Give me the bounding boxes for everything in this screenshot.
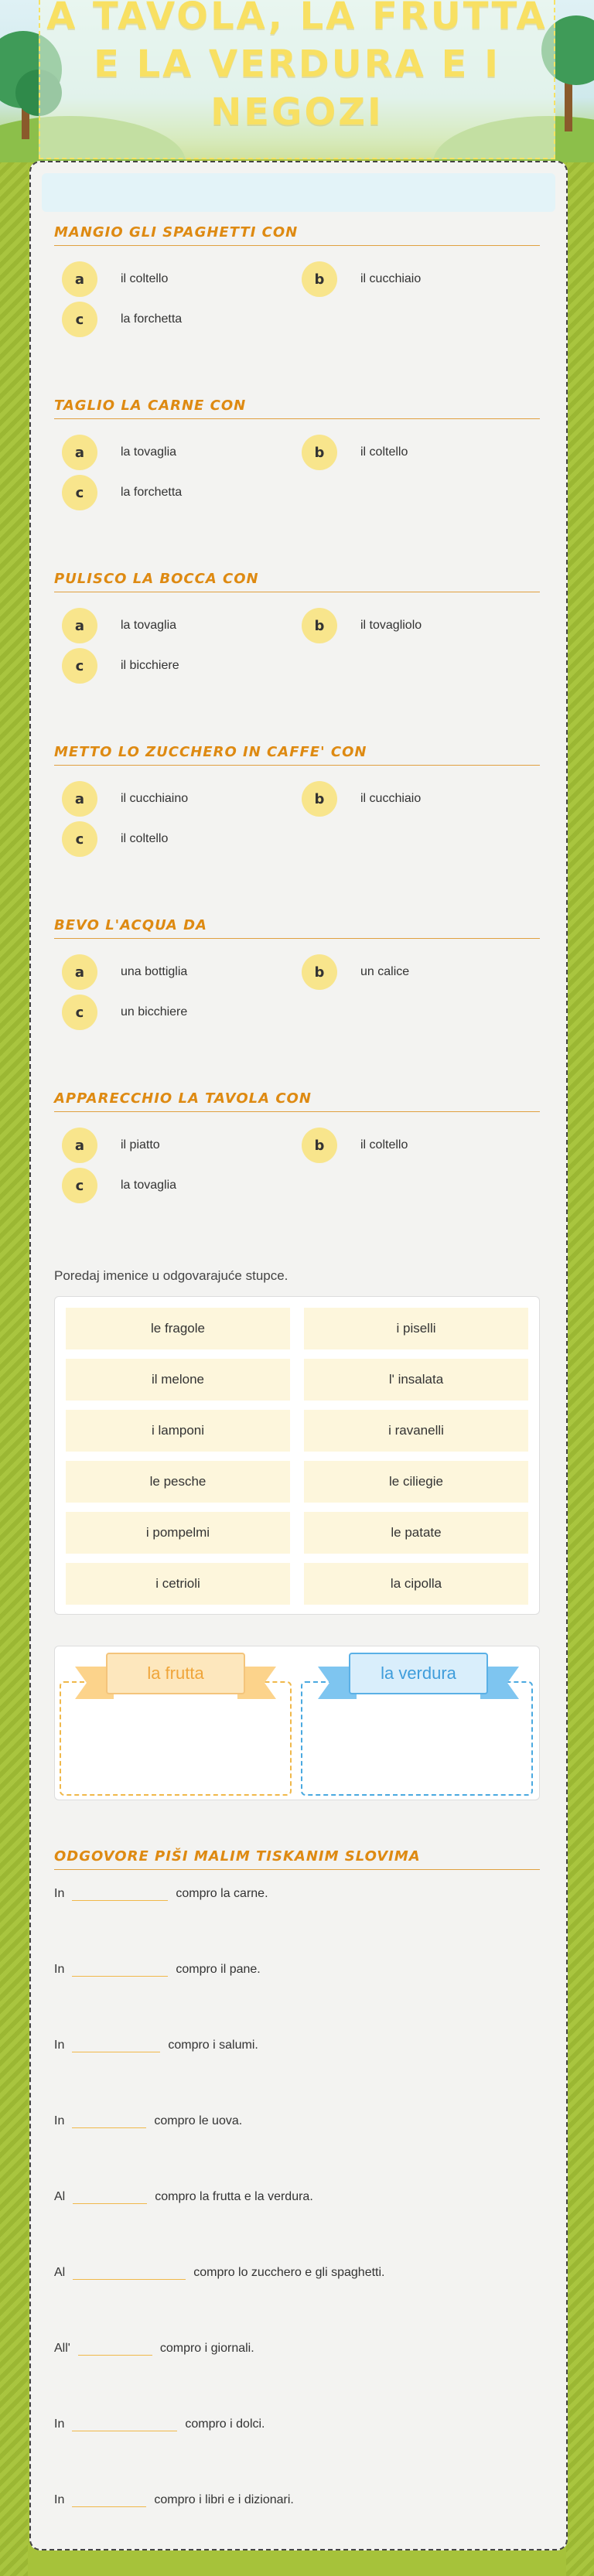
- fruit-label: la frutta: [106, 1653, 245, 1694]
- fill-prefix: In: [54, 1887, 65, 1900]
- option-text: una bottiglia: [121, 965, 188, 978]
- option-letter-badge: b: [302, 781, 337, 817]
- option-b[interactable]: [302, 435, 408, 470]
- option-letter-badge: c: [62, 302, 97, 337]
- fill-suffix: compro il pane.: [176, 1963, 261, 1976]
- option-text: il cucchiaio: [360, 792, 422, 805]
- sheet-top-band: [42, 173, 555, 212]
- option-c[interactable]: [62, 821, 168, 857]
- answer-blank[interactable]: [72, 2416, 177, 2431]
- option-b[interactable]: [302, 1128, 408, 1163]
- question-title: TAGLIO LA CARNE CON: [54, 397, 540, 419]
- option-letter-badge: a: [62, 261, 97, 297]
- option-c[interactable]: [62, 475, 182, 510]
- option-a[interactable]: [62, 781, 188, 817]
- option-text: la tovaglia: [121, 1179, 177, 1192]
- draggable-word[interactable]: i pompelmi: [66, 1512, 290, 1554]
- option-letter-badge: a: [62, 435, 97, 470]
- fill-prefix: In: [54, 1963, 65, 1976]
- option-letter-badge: b: [302, 608, 337, 643]
- option-text: il coltello: [360, 1138, 408, 1152]
- option-a[interactable]: [62, 1128, 160, 1163]
- fill-suffix: compro i salumi.: [168, 2039, 258, 2052]
- fill-prefix: In: [54, 2493, 65, 2506]
- option-text: un bicchiere: [121, 1005, 188, 1018]
- option-text: il bicchiere: [121, 659, 179, 672]
- fill-section: [54, 1848, 540, 1870]
- question-title: MANGIO GLI SPAGHETTI CON: [54, 224, 540, 246]
- option-text: il coltello: [121, 272, 169, 285]
- worksheet: [29, 161, 568, 2550]
- option-text: il tovagliolo: [360, 619, 422, 632]
- draggable-word[interactable]: il melone: [66, 1359, 290, 1401]
- option-letter-badge: b: [302, 954, 337, 990]
- draggable-word[interactable]: i cetrioli: [66, 1563, 290, 1605]
- option-letter-badge: c: [62, 1168, 97, 1203]
- draggable-word[interactable]: la cipolla: [304, 1563, 528, 1605]
- fill-suffix: compro le uova.: [154, 2114, 243, 2127]
- draggable-word[interactable]: l' insalata: [304, 1359, 528, 1401]
- fill-section-title: ODGOVORE PIŠI MALIM TISKANIM SLOVIMA: [54, 1848, 540, 1870]
- answer-blank[interactable]: [73, 2264, 186, 2280]
- option-a[interactable]: [62, 954, 187, 990]
- page-title: A TAVOLA, LA FRUTTA E LA VERDURA E I NEGOZI: [46, 0, 548, 134]
- fill-prefix: In: [54, 2417, 65, 2431]
- option-text: il coltello: [360, 445, 408, 459]
- answer-blank[interactable]: [73, 2189, 147, 2204]
- vegetables-label: la verdura: [349, 1653, 488, 1694]
- draggable-word[interactable]: le pesche: [66, 1461, 290, 1503]
- option-b[interactable]: [302, 954, 409, 990]
- option-text: il coltello: [121, 832, 169, 845]
- option-letter-badge: a: [62, 1128, 97, 1163]
- question-title: METTO LO ZUCCHERO IN CAFFE' CON: [54, 744, 540, 766]
- answer-blank[interactable]: [72, 2492, 146, 2507]
- title-card: [39, 0, 555, 159]
- fill-line-8: [54, 2416, 265, 2431]
- option-letter-badge: a: [62, 781, 97, 817]
- answer-blank[interactable]: [78, 2340, 152, 2356]
- option-letter-badge: b: [302, 261, 337, 297]
- fill-prefix: In: [54, 2039, 65, 2052]
- fill-line-7: [54, 2340, 254, 2356]
- background-stripe-right: [566, 0, 594, 2576]
- sorting-instruction: Poredaj imenice u odgovarajuće stupce.: [54, 1268, 288, 1283]
- sort-area: [54, 1646, 540, 1800]
- answer-blank[interactable]: [72, 2037, 160, 2052]
- option-text: la forchetta: [121, 312, 183, 326]
- tree-trunk: [565, 77, 572, 131]
- option-c[interactable]: [62, 302, 182, 337]
- option-b[interactable]: [302, 261, 421, 297]
- answer-blank[interactable]: [72, 2113, 146, 2128]
- option-text: il cucchiaino: [121, 792, 189, 805]
- option-b[interactable]: [302, 781, 421, 817]
- fill-suffix: compro i giornali.: [159, 2342, 254, 2355]
- option-letter-badge: a: [62, 608, 97, 643]
- question-5: [54, 917, 540, 1021]
- fill-line-5: [54, 2189, 313, 2204]
- option-letter-badge: c: [62, 648, 97, 684]
- option-a[interactable]: [62, 608, 176, 643]
- draggable-word[interactable]: i lamponi: [66, 1410, 290, 1452]
- option-text: la tovaglia: [121, 445, 177, 459]
- option-c[interactable]: [62, 648, 179, 684]
- background-stripe-left: [0, 0, 28, 2576]
- question-3: [54, 571, 540, 674]
- fill-line-3: [54, 2037, 258, 2052]
- option-letter-badge: c: [62, 475, 97, 510]
- fill-line-9: [54, 2492, 294, 2507]
- fill-prefix: All': [54, 2342, 70, 2355]
- header-scene: [0, 0, 594, 162]
- fill-suffix: compro lo zucchero e gli spaghetti.: [193, 2266, 385, 2279]
- fill-suffix: compro la carne.: [176, 1887, 268, 1900]
- option-text: il cucchiaio: [360, 272, 422, 285]
- vegetables-ribbon: [341, 1653, 496, 1694]
- fill-prefix: Al: [54, 2266, 66, 2279]
- fill-line-6: [54, 2264, 384, 2280]
- draggable-word[interactable]: i ravanelli: [304, 1410, 528, 1452]
- answer-blank[interactable]: [72, 1961, 168, 1977]
- option-letter-badge: b: [302, 435, 337, 470]
- question-1: [54, 224, 540, 328]
- option-text: la tovaglia: [121, 619, 177, 632]
- option-letter-badge: a: [62, 954, 97, 990]
- fill-suffix: compro i dolci.: [185, 2417, 265, 2431]
- word-bank: [54, 1296, 540, 1615]
- option-text: il piatto: [121, 1138, 160, 1152]
- option-letter-badge: c: [62, 821, 97, 857]
- fill-prefix: Al: [54, 2190, 66, 2203]
- question-2: [54, 397, 540, 501]
- draggable-word[interactable]: le patate: [304, 1512, 528, 1554]
- option-text: un calice: [360, 965, 410, 978]
- fill-line-4: [54, 2113, 242, 2128]
- option-text: la forchetta: [121, 486, 183, 499]
- question-title: APPARECCHIO LA TAVOLA CON: [54, 1090, 540, 1112]
- draggable-word[interactable]: le ciliegie: [304, 1461, 528, 1503]
- fill-line-1: [54, 1885, 268, 1901]
- fill-suffix: compro i libri e i dizionari.: [154, 2493, 294, 2506]
- draggable-word[interactable]: le fragole: [66, 1308, 290, 1349]
- option-letter-badge: c: [62, 995, 97, 1030]
- fruit-ribbon: [98, 1653, 253, 1694]
- fill-line-2: [54, 1961, 261, 1977]
- question-title: PULISCO LA BOCCA CON: [54, 571, 540, 592]
- option-b[interactable]: [302, 608, 422, 643]
- fill-prefix: In: [54, 2114, 65, 2127]
- question-6: [54, 1090, 540, 1194]
- option-c[interactable]: [62, 995, 187, 1030]
- answer-blank[interactable]: [72, 1885, 168, 1901]
- question-title: BEVO L'ACQUA DA: [54, 917, 540, 939]
- fill-suffix: compro la frutta e la verdura.: [155, 2190, 313, 2203]
- draggable-word[interactable]: i piselli: [304, 1308, 528, 1349]
- option-c[interactable]: [62, 1168, 176, 1203]
- option-a[interactable]: [62, 435, 176, 470]
- option-letter-badge: b: [302, 1128, 337, 1163]
- option-a[interactable]: [62, 261, 168, 297]
- question-4: [54, 744, 540, 848]
